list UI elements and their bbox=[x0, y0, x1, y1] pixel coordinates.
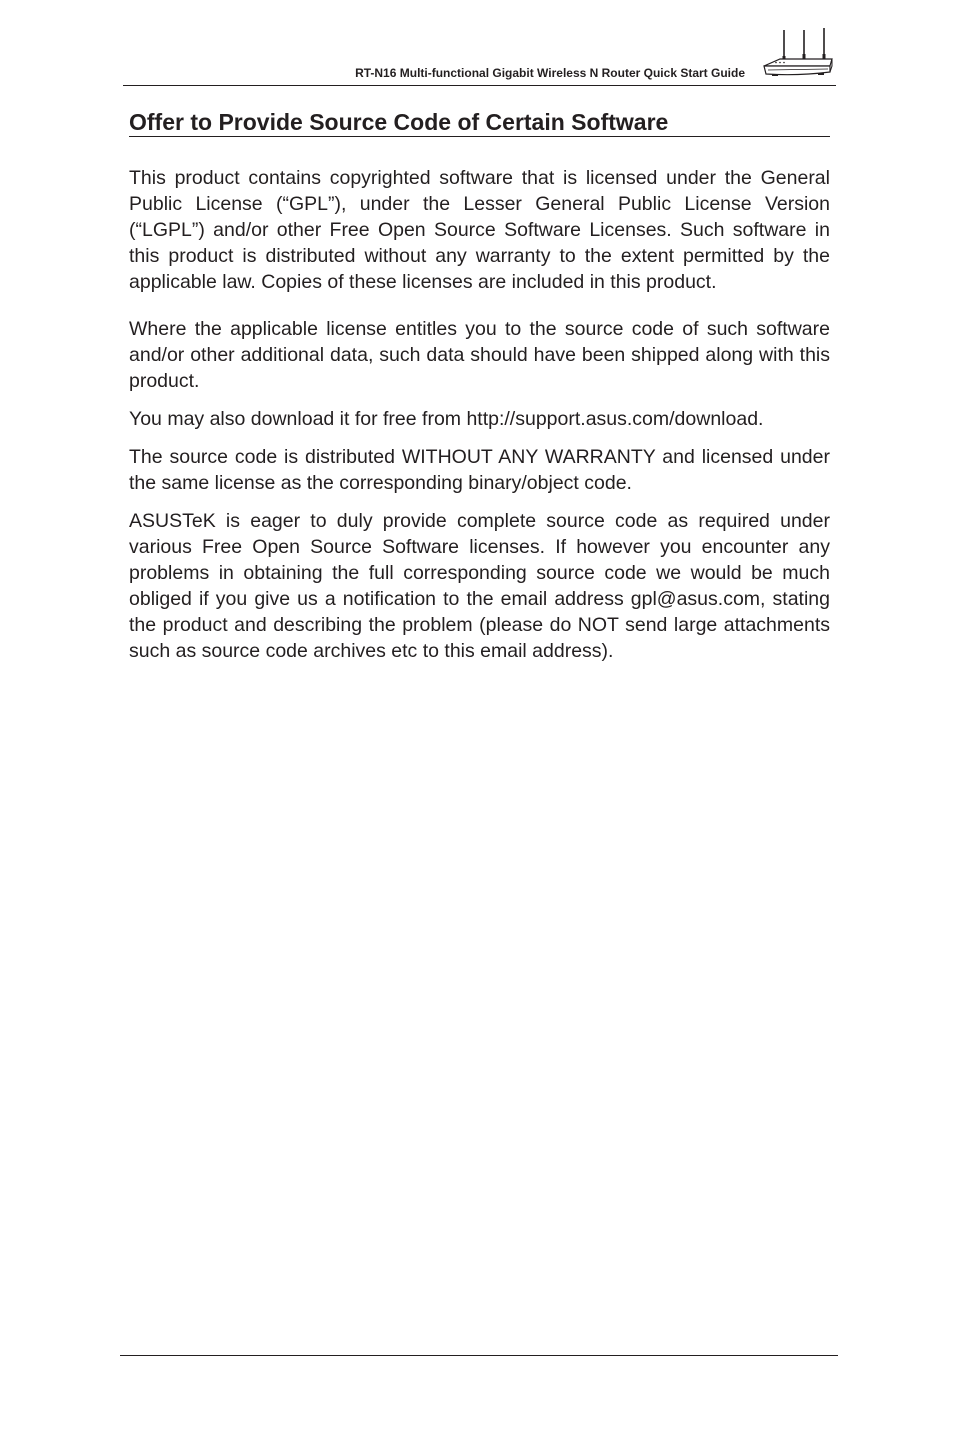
section-body bbox=[129, 165, 830, 664]
paragraph: ASUSTeK is eager to duly provide complete source code as required under various Free Open Source Software licenses. If however you encounter any problems in obtaining the full corresponding source code we would be much obliged if you give us a notification to the email address gpl@asus.com, stating the product and describing the problem (please do NOT send large attachments such as source code archives etc to this email address). bbox=[129, 510, 830, 662]
header-divider bbox=[123, 85, 836, 86]
router-icon bbox=[758, 26, 836, 82]
paragraph: This product contains copyrighted software that is licensed under the General Public License (“GPL”), under the Lesser General Public License Version (“LGPL”) and/or other Free Open Source Software Licenses. Such software in this product is distributed without any warranty to the extent permitted by the applicable law. Copies of these licenses are included in this product. bbox=[129, 167, 830, 293]
paragraph: Where the applicable license entitles you to the source code of such software and/or other additional data, such data should have been shipped along with this product. bbox=[129, 318, 830, 392]
section-heading: Offer to Provide Source Code of Certain Software bbox=[129, 108, 830, 137]
paragraph: The source code is distributed WITHOUT ANY WARRANTY and licensed under the same license as the corresponding binary/object code. bbox=[129, 446, 830, 494]
paragraph: You may also download it for free from http://support.asus.com/download. bbox=[129, 408, 764, 430]
footer-divider bbox=[120, 1355, 838, 1356]
header-title: RT-N16 Multi-functional Gigabit Wireless N Router Quick Start Guide bbox=[355, 66, 745, 80]
